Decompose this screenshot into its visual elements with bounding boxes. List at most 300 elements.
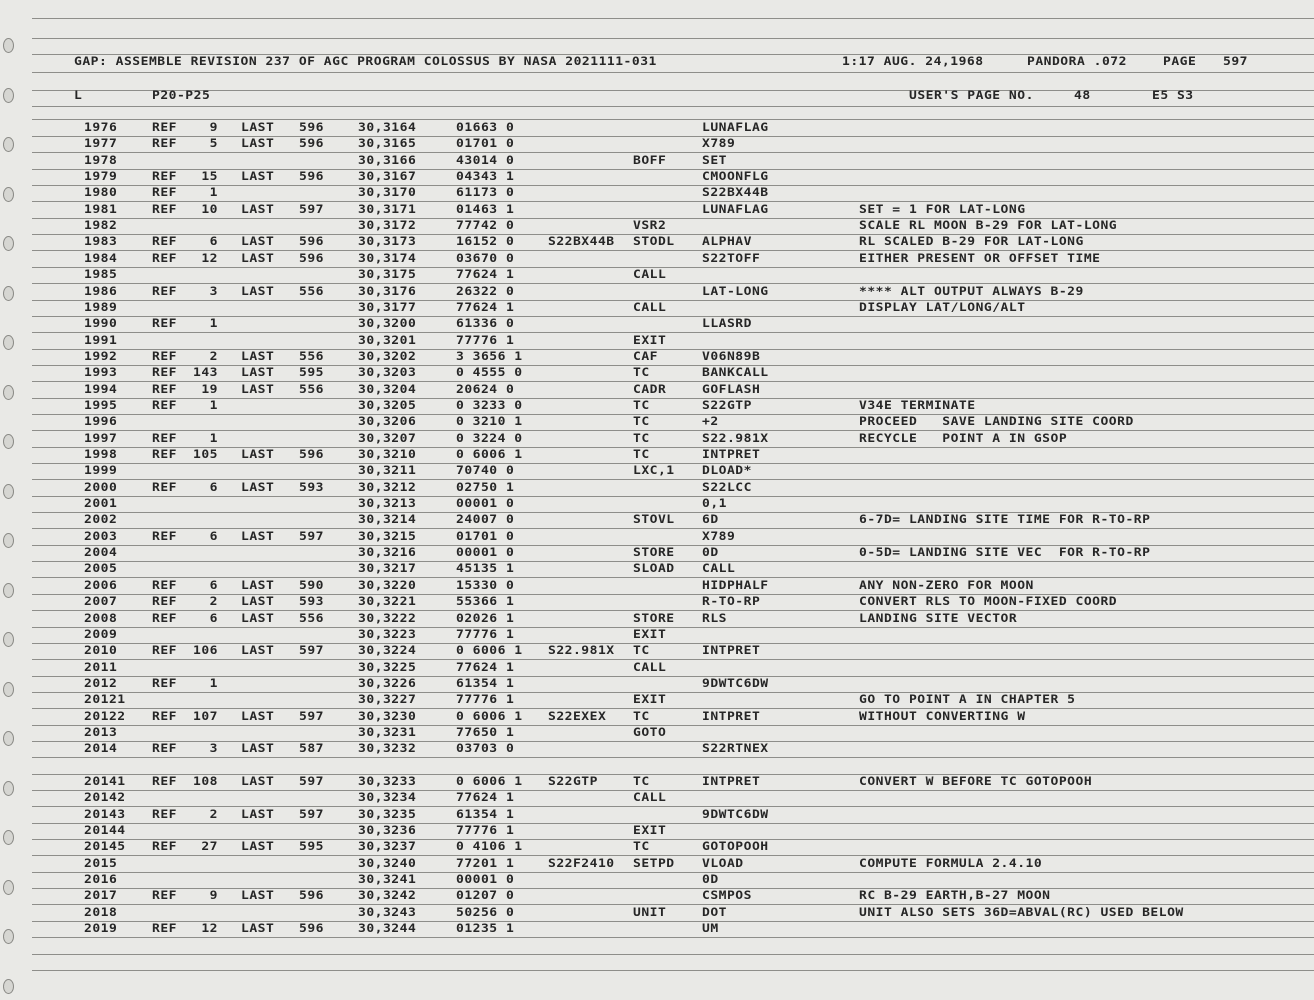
- comment: 6-7D= LANDING SITE TIME FOR R-TO-RP: [859, 513, 1151, 527]
- opcode: STOVL: [633, 513, 675, 527]
- rule-line: [32, 316, 1314, 317]
- address: 30,3200: [358, 317, 417, 331]
- octal-word: 0 6006 1: [456, 644, 523, 658]
- octal-word: 00001 0: [456, 873, 515, 887]
- rule-line: [32, 72, 1314, 73]
- ref-tag: REF: [152, 775, 177, 789]
- ref-count: 2: [209, 595, 218, 609]
- line-number: 2017: [84, 889, 118, 903]
- line-number: 20141: [84, 775, 126, 789]
- comment: CONVERT RLS TO MOON-FIXED COORD: [859, 595, 1118, 609]
- octal-word: 0 6006 1: [456, 448, 523, 462]
- address: 30,3175: [358, 268, 417, 282]
- operand: 6D: [702, 513, 719, 527]
- octal-word: 20624 0: [456, 383, 515, 397]
- ref-tag: REF: [152, 186, 177, 200]
- octal-word: 77624 1: [456, 791, 515, 805]
- ref-count: 15: [201, 170, 218, 184]
- octal-word: 0 6006 1: [456, 775, 523, 789]
- comment: WITHOUT CONVERTING W: [859, 710, 1026, 724]
- ref-tag: REF: [152, 448, 177, 462]
- last-tag: LAST: [241, 448, 275, 462]
- octal-word: 00001 0: [456, 497, 515, 511]
- ref-tag: REF: [152, 170, 177, 184]
- operand: INTPRET: [702, 710, 761, 724]
- last-tag: LAST: [241, 481, 275, 495]
- feed-hole: [3, 632, 14, 647]
- ref-tag: REF: [152, 317, 177, 331]
- operand: GOFLASH: [702, 383, 761, 397]
- feed-hole: [3, 979, 14, 994]
- line-number: 2009: [84, 628, 118, 642]
- last-tag: LAST: [241, 808, 275, 822]
- last-tag: LAST: [241, 252, 275, 266]
- line-number: 2006: [84, 579, 118, 593]
- line-number: 1985: [84, 268, 118, 282]
- operand: CSMPOS: [702, 889, 752, 903]
- address: 30,3231: [358, 726, 417, 740]
- line-number: 1999: [84, 464, 118, 478]
- ref-tag: REF: [152, 530, 177, 544]
- rule-line: [32, 169, 1314, 170]
- ref-tag: REF: [152, 677, 177, 691]
- rule-line: [32, 332, 1314, 333]
- ref-tag: REF: [152, 595, 177, 609]
- last-page: 597: [299, 203, 324, 217]
- address: 30,3224: [358, 644, 417, 658]
- opcode: STORE: [633, 612, 675, 626]
- line-number: 2005: [84, 562, 118, 576]
- address: 30,3243: [358, 906, 417, 920]
- octal-word: 77776 1: [456, 824, 515, 838]
- comment: SET = 1 FOR LAT-LONG: [859, 203, 1026, 217]
- rule-line: [32, 692, 1314, 693]
- octal-word: 77742 0: [456, 219, 515, 233]
- opcode: TC: [633, 366, 650, 380]
- rule-line: [32, 676, 1314, 677]
- rule-line: [32, 577, 1314, 578]
- line-number: 1997: [84, 432, 118, 446]
- ref-count: 106: [193, 644, 218, 658]
- line-number: 20122: [84, 710, 126, 724]
- opcode: CALL: [633, 301, 667, 315]
- octal-word: 61354 1: [456, 677, 515, 691]
- address: 30,3227: [358, 693, 417, 707]
- comment: DISPLAY LAT/LONG/ALT: [859, 301, 1026, 315]
- ref-count: 1: [209, 186, 218, 200]
- address: 30,3210: [358, 448, 417, 462]
- section-name: P20-P25: [152, 89, 211, 103]
- operand: DLOAD*: [702, 464, 752, 478]
- last-tag: LAST: [241, 121, 275, 135]
- ref-count: 5: [209, 137, 218, 151]
- octal-word: 0 6006 1: [456, 710, 523, 724]
- rule-line: [32, 937, 1314, 938]
- address: 30,3236: [358, 824, 417, 838]
- ref-count: 2: [209, 350, 218, 364]
- opcode: CADR: [633, 383, 667, 397]
- ref-tag: REF: [152, 579, 177, 593]
- symbol-label: S22EXEX: [548, 710, 607, 724]
- operand: GOTOPOOH: [702, 840, 769, 854]
- operand: BANKCALL: [702, 366, 769, 380]
- last-tag: LAST: [241, 285, 275, 299]
- feed-hole: [3, 434, 14, 449]
- line-number: 1992: [84, 350, 118, 364]
- opcode: STODL: [633, 235, 675, 249]
- operand: X789: [702, 530, 736, 544]
- line-number: 2016: [84, 873, 118, 887]
- ref-tag: REF: [152, 808, 177, 822]
- address: 30,3216: [358, 546, 417, 560]
- rule-line: [32, 904, 1314, 905]
- ref-count: 2: [209, 808, 218, 822]
- line-number: 2000: [84, 481, 118, 495]
- octal-word: 02026 1: [456, 612, 515, 626]
- ref-tag: REF: [152, 742, 177, 756]
- last-page: 593: [299, 481, 324, 495]
- comment: LANDING SITE VECTOR: [859, 612, 1018, 626]
- last-tag: LAST: [241, 170, 275, 184]
- line-number: 20143: [84, 808, 126, 822]
- address: 30,3203: [358, 366, 417, 380]
- ref-count: 9: [209, 889, 218, 903]
- feed-hole: [3, 236, 14, 251]
- address: 30,3240: [358, 857, 417, 871]
- line-number: 1981: [84, 203, 118, 217]
- ref-tag: REF: [152, 366, 177, 380]
- comment: RECYCLE POINT A IN GSOP: [859, 432, 1068, 446]
- last-tag: LAST: [241, 612, 275, 626]
- last-tag: LAST: [241, 530, 275, 544]
- octal-word: 00001 0: [456, 546, 515, 560]
- opcode: CALL: [633, 791, 667, 805]
- address: 30,3244: [358, 922, 417, 936]
- octal-word: 01701 0: [456, 137, 515, 151]
- rule-line: [32, 774, 1314, 775]
- opcode: UNIT: [633, 906, 667, 920]
- ref-tag: REF: [152, 644, 177, 658]
- address: 30,3221: [358, 595, 417, 609]
- rule-line: [32, 954, 1314, 955]
- operand: INTPRET: [702, 644, 761, 658]
- rule-line: [32, 921, 1314, 922]
- ref-count: 6: [209, 530, 218, 544]
- rule-line: [32, 496, 1314, 497]
- opcode: CALL: [633, 268, 667, 282]
- octal-word: 77776 1: [456, 628, 515, 642]
- feed-hole: [3, 583, 14, 598]
- address: 30,3170: [358, 186, 417, 200]
- rule-line: [32, 659, 1314, 660]
- last-page: 596: [299, 170, 324, 184]
- address: 30,3226: [358, 677, 417, 691]
- octal-word: 16152 0: [456, 235, 515, 249]
- rule-line: [32, 594, 1314, 595]
- line-number: 2004: [84, 546, 118, 560]
- address: 30,3206: [358, 415, 417, 429]
- rule-line: [32, 872, 1314, 873]
- last-page: 596: [299, 121, 324, 135]
- last-page: 595: [299, 840, 324, 854]
- comment: RL SCALED B-29 FOR LAT-LONG: [859, 235, 1084, 249]
- operand: 0D: [702, 546, 719, 560]
- operand: S22GTP: [702, 399, 752, 413]
- last-page: 596: [299, 137, 324, 151]
- operand: 0,1: [702, 497, 727, 511]
- address: 30,3212: [358, 481, 417, 495]
- line-number: 1976: [84, 121, 118, 135]
- octal-word: 61173 0: [456, 186, 515, 200]
- operand: INTPRET: [702, 448, 761, 462]
- last-tag: LAST: [241, 742, 275, 756]
- address: 30,3242: [358, 889, 417, 903]
- line-number: 2008: [84, 612, 118, 626]
- octal-word: 15330 0: [456, 579, 515, 593]
- address: 30,3207: [358, 432, 417, 446]
- last-tag: LAST: [241, 137, 275, 151]
- octal-word: 77776 1: [456, 693, 515, 707]
- operand: RLS: [702, 612, 727, 626]
- print-datetime: 1:17 AUG. 24,1968: [842, 55, 984, 69]
- ref-tag: REF: [152, 285, 177, 299]
- opcode: EXIT: [633, 824, 667, 838]
- octal-word: 0 4106 1: [456, 840, 523, 854]
- line-number: 20144: [84, 824, 126, 838]
- address: 30,3171: [358, 203, 417, 217]
- last-tag: LAST: [241, 775, 275, 789]
- line-number: 1978: [84, 154, 118, 168]
- last-tag: LAST: [241, 350, 275, 364]
- line-number: 20121: [84, 693, 126, 707]
- last-tag: LAST: [241, 710, 275, 724]
- octal-word: 03703 0: [456, 742, 515, 756]
- feed-hole: [3, 533, 14, 548]
- address: 30,3235: [358, 808, 417, 822]
- last-page: 556: [299, 285, 324, 299]
- type-code: L: [74, 89, 83, 103]
- last-page: 587: [299, 742, 324, 756]
- line-number: 1979: [84, 170, 118, 184]
- operand: LUNAFLAG: [702, 203, 769, 217]
- rule-line: [32, 855, 1314, 856]
- octal-word: 70740 0: [456, 464, 515, 478]
- line-number: 1982: [84, 219, 118, 233]
- ref-count: 27: [201, 840, 218, 854]
- ref-count: 105: [193, 448, 218, 462]
- line-number: 1977: [84, 137, 118, 151]
- octal-word: 61336 0: [456, 317, 515, 331]
- line-number: 2019: [84, 922, 118, 936]
- rule-line: [32, 970, 1314, 971]
- operand: CMOONFLG: [702, 170, 769, 184]
- operand: S22TOFF: [702, 252, 761, 266]
- feed-hole: [3, 880, 14, 895]
- ref-tag: REF: [152, 840, 177, 854]
- line-number: 2015: [84, 857, 118, 871]
- rule-line: [32, 381, 1314, 382]
- octal-word: 02750 1: [456, 481, 515, 495]
- rule-line: [32, 106, 1314, 107]
- opcode: EXIT: [633, 693, 667, 707]
- page-number: 597: [1223, 55, 1248, 69]
- address: 30,3232: [358, 742, 417, 756]
- address: 30,3204: [358, 383, 417, 397]
- feed-hole: [3, 385, 14, 400]
- octal-word: 55366 1: [456, 595, 515, 609]
- ref-count: 107: [193, 710, 218, 724]
- line-number: 1986: [84, 285, 118, 299]
- comment: CONVERT W BEFORE TC GOTOPOOH: [859, 775, 1093, 789]
- feed-hole: [3, 484, 14, 499]
- rule-line: [32, 627, 1314, 628]
- rule-line: [32, 757, 1314, 758]
- address: 30,3164: [358, 121, 417, 135]
- ref-count: 10: [201, 203, 218, 217]
- address: 30,3234: [358, 791, 417, 805]
- last-page: 556: [299, 612, 324, 626]
- opcode: TC: [633, 710, 650, 724]
- opcode: STORE: [633, 546, 675, 560]
- operand: CALL: [702, 562, 736, 576]
- ref-count: 6: [209, 579, 218, 593]
- last-page: 596: [299, 889, 324, 903]
- rule-line: [32, 185, 1314, 186]
- address: 30,3211: [358, 464, 417, 478]
- last-page: 556: [299, 383, 324, 397]
- opcode: TC: [633, 399, 650, 413]
- line-number: 2007: [84, 595, 118, 609]
- operand: X789: [702, 137, 736, 151]
- rule-line: [32, 806, 1314, 807]
- address: 30,3201: [358, 334, 417, 348]
- last-tag: LAST: [241, 922, 275, 936]
- last-page: 597: [299, 710, 324, 724]
- address: 30,3217: [358, 562, 417, 576]
- octal-word: 77650 1: [456, 726, 515, 740]
- feed-hole: [3, 187, 14, 202]
- opcode: GOTO: [633, 726, 667, 740]
- comment: **** ALT OUTPUT ALWAYS B-29: [859, 285, 1084, 299]
- feed-hole: [3, 830, 14, 845]
- line-number: 1998: [84, 448, 118, 462]
- octal-word: 45135 1: [456, 562, 515, 576]
- rule-line: [32, 201, 1314, 202]
- line-number: 20142: [84, 791, 126, 805]
- line-number: 2003: [84, 530, 118, 544]
- rule-line: [32, 349, 1314, 350]
- address: 30,3172: [358, 219, 417, 233]
- operand: INTPRET: [702, 775, 761, 789]
- rule-line: [32, 430, 1314, 431]
- last-page: 596: [299, 448, 324, 462]
- line-number: 1996: [84, 415, 118, 429]
- opcode: BOFF: [633, 154, 667, 168]
- last-page: 596: [299, 235, 324, 249]
- ref-tag: REF: [152, 137, 177, 151]
- address: 30,3173: [358, 235, 417, 249]
- operand: VLOAD: [702, 857, 744, 871]
- last-tag: LAST: [241, 579, 275, 593]
- line-number: 2011: [84, 661, 118, 675]
- rule-line: [32, 447, 1314, 448]
- ref-count: 143: [193, 366, 218, 380]
- last-page: 597: [299, 808, 324, 822]
- last-page: 597: [299, 775, 324, 789]
- ref-count: 3: [209, 742, 218, 756]
- last-tag: LAST: [241, 383, 275, 397]
- opcode: TC: [633, 840, 650, 854]
- ref-count: 1: [209, 677, 218, 691]
- operand: LAT-LONG: [702, 285, 769, 299]
- line-number: 2010: [84, 644, 118, 658]
- rule-line: [32, 136, 1314, 137]
- last-tag: LAST: [241, 366, 275, 380]
- rule-line: [32, 18, 1314, 19]
- rule-line: [32, 267, 1314, 268]
- address: 30,3174: [358, 252, 417, 266]
- comment: UNIT ALSO SETS 36D=ABVAL(RC) USED BELOW: [859, 906, 1184, 920]
- address: 30,3241: [358, 873, 417, 887]
- octal-word: 77776 1: [456, 334, 515, 348]
- octal-word: 43014 0: [456, 154, 515, 168]
- operand: S22.981X: [702, 432, 769, 446]
- address: 30,3215: [358, 530, 417, 544]
- comment: V34E TERMINATE: [859, 399, 976, 413]
- listing-title: GAP: ASSEMBLE REVISION 237 OF AGC PROGRAM COLOSSUS BY NASA 2021111-031: [74, 55, 657, 69]
- line-number: 2014: [84, 742, 118, 756]
- symbol-label: S22BX44B: [548, 235, 615, 249]
- rule-line: [32, 152, 1314, 153]
- rule-line: [32, 725, 1314, 726]
- address: 30,3176: [358, 285, 417, 299]
- octal-word: 0 3224 0: [456, 432, 523, 446]
- ref-count: 3: [209, 285, 218, 299]
- operand: S22BX44B: [702, 186, 769, 200]
- address: 30,3213: [358, 497, 417, 511]
- octal-word: 01463 1: [456, 203, 515, 217]
- address: 30,3167: [358, 170, 417, 184]
- ref-count: 1: [209, 399, 218, 413]
- ref-tag: REF: [152, 922, 177, 936]
- octal-word: 01235 1: [456, 922, 515, 936]
- address: 30,3230: [358, 710, 417, 724]
- opcode: SLOAD: [633, 562, 675, 576]
- operand: LLASRD: [702, 317, 752, 331]
- last-tag: LAST: [241, 235, 275, 249]
- ref-tag: REF: [152, 612, 177, 626]
- feed-hole: [3, 286, 14, 301]
- address: 30,3222: [358, 612, 417, 626]
- feed-hole: [3, 731, 14, 746]
- feed-hole: [3, 929, 14, 944]
- listing-code: E5 S3: [1152, 89, 1194, 103]
- last-page: 590: [299, 579, 324, 593]
- symbol-label: S22F2410: [548, 857, 615, 871]
- octal-word: 61354 1: [456, 808, 515, 822]
- opcode: CAF: [633, 350, 658, 364]
- comment: PROCEED SAVE LANDING SITE COORD: [859, 415, 1134, 429]
- address: 30,3237: [358, 840, 417, 854]
- address: 30,3233: [358, 775, 417, 789]
- feed-hole: [3, 335, 14, 350]
- line-number: 1991: [84, 334, 118, 348]
- ref-tag: REF: [152, 350, 177, 364]
- line-number: 2002: [84, 513, 118, 527]
- line-number: 2013: [84, 726, 118, 740]
- address: 30,3220: [358, 579, 417, 593]
- rule-line: [32, 250, 1314, 251]
